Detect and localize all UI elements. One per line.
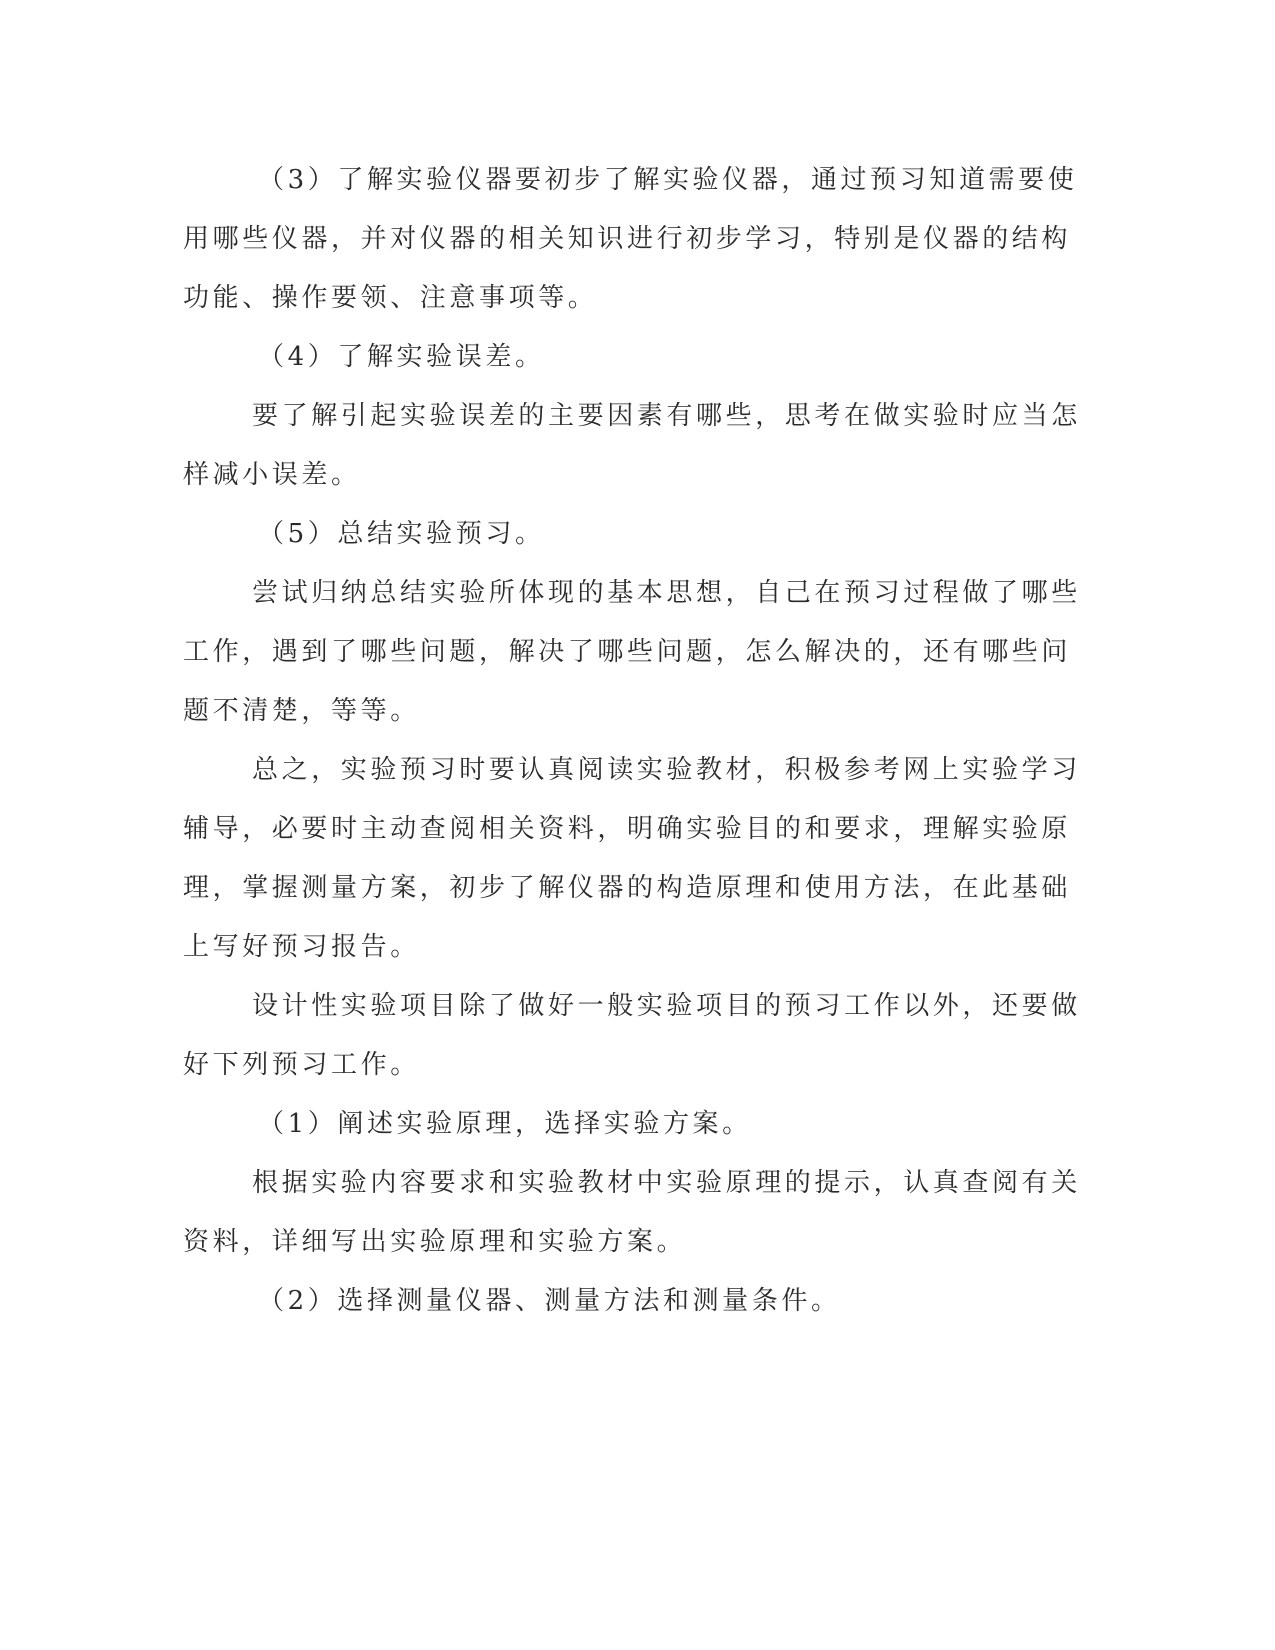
text-line-4: （4）了解实验误差。 xyxy=(258,342,545,372)
text-line-5: 要了解引起实验误差的主要因素有哪些，思考在做实验时应当怎 xyxy=(252,401,1081,431)
text-line-9: 工作，遇到了哪些问题，解决了哪些问题，怎么解决的，还有哪些问 xyxy=(183,637,1072,667)
text-line-15: 设计性实验项目除了做好一般实验项目的预习工作以外，还要做 xyxy=(252,991,1081,1021)
text-line-12: 辅导，必要时主动查阅相关资料，明确实验目的和要求，理解实验原 xyxy=(183,814,1072,844)
text-line-6: 样减小误差。 xyxy=(183,460,361,490)
text-line-20: （2）选择测量仪器、测量方法和测量条件。 xyxy=(258,1286,841,1316)
text-line-18: 根据实验内容要求和实验教材中实验原理的提示，认真查阅有关 xyxy=(252,1168,1081,1198)
text-line-11: 总之，实验预习时要认真阅读实验教材，积极参考网上实验学习 xyxy=(252,755,1081,785)
text-line-10: 题不清楚，等等。 xyxy=(183,696,420,726)
text-line-16: 好下列预习工作。 xyxy=(183,1050,420,1080)
text-line-19: 资料，详细写出实验原理和实验方案。 xyxy=(183,1227,687,1257)
text-line-8: 尝试归纳总结实验所体现的基本思想，自己在预习过程做了哪些 xyxy=(252,578,1081,608)
text-line-14: 上写好预习报告。 xyxy=(183,932,420,962)
text-line-3: 功能、操作要领、注意事项等。 xyxy=(183,283,598,313)
text-line-17: （1）阐述实验原理，选择实验方案。 xyxy=(258,1109,752,1139)
text-line-7: （5）总结实验预习。 xyxy=(258,519,545,549)
text-line-13: 理，掌握测量方案，初步了解仪器的构造原理和使用方法，在此基础 xyxy=(183,873,1072,903)
text-line-1: （3）了解实验仪器要初步了解实验仪器，通过预习知道需要使 xyxy=(258,165,1078,195)
text-line-2: 用哪些仪器，并对仪器的相关知识进行初步学习，特别是仪器的结构 xyxy=(183,224,1072,254)
